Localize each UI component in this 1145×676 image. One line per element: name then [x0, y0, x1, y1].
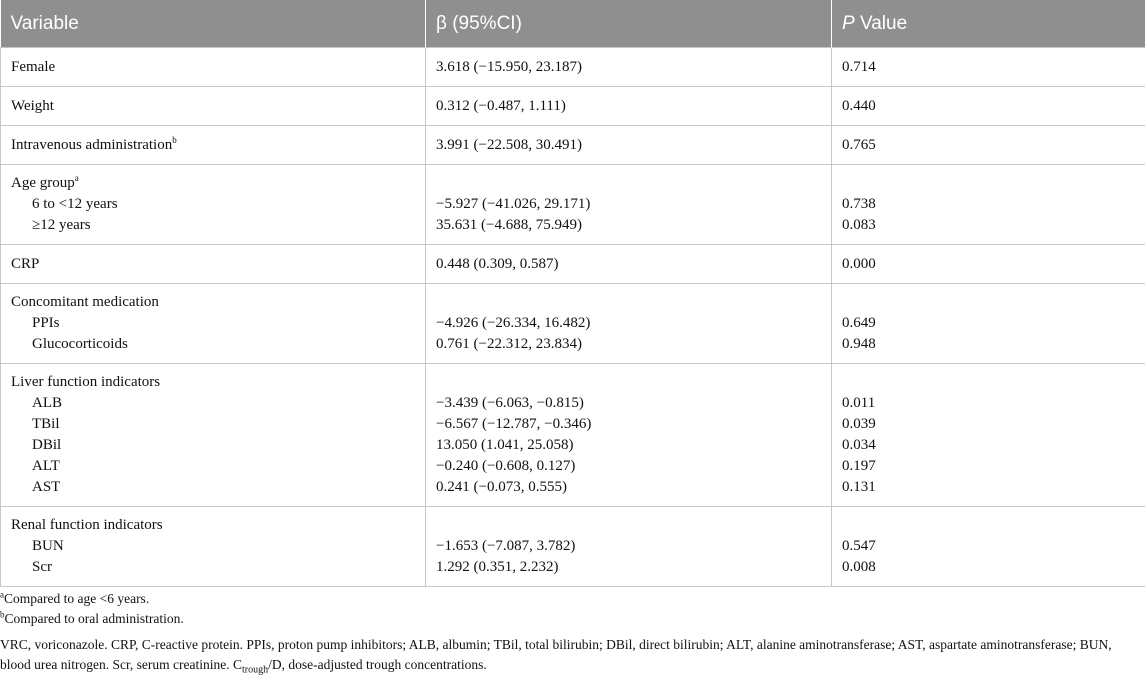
sub-label: ALT: [11, 456, 425, 477]
header-variable: Variable: [1, 0, 426, 48]
sub-beta: 0.761 (−22.312, 23.834): [436, 334, 831, 355]
sub-label: BUN: [11, 536, 425, 557]
sub-p: 0.083: [842, 215, 1145, 236]
sub-p: 0.197: [842, 456, 1145, 477]
footnote-b: [0, 609, 1140, 629]
sub-p: 0.034: [842, 435, 1145, 456]
sub-label: Scr: [11, 557, 425, 578]
sub-beta: 1.292 (0.351, 2.232): [436, 557, 831, 578]
cell-p: 0.440: [832, 87, 1145, 126]
footnote-a: [0, 589, 1140, 609]
table-row-liver: [1, 364, 1145, 507]
sub-label: DBil: [11, 435, 425, 456]
group-label: Age group$^a$: [11, 173, 425, 194]
table-row-age-group: [1, 165, 1145, 245]
sub-label: ≥12 years: [11, 215, 425, 236]
group-label: Concomitant medication: [11, 292, 425, 313]
abbreviations-note: [0, 635, 1140, 675]
header-p-rest: Value: [855, 13, 907, 34]
header-beta: β (95%CI): [426, 0, 832, 48]
cell-p: 0.714: [832, 48, 1145, 87]
cell-p: [832, 284, 1145, 364]
footnote-b-mark: b: [0, 610, 5, 620]
sub-p: 0.649: [842, 313, 1145, 334]
cell-beta: 3.991 (−22.508, 30.491): [426, 126, 832, 165]
cell-label: [1, 284, 426, 364]
cell-p: [832, 165, 1145, 245]
footnote-mark-a: a: [75, 173, 79, 183]
cell-p: [832, 507, 1145, 587]
table-row-weight: [1, 87, 1145, 126]
cell-label: [1, 364, 426, 507]
sub-p: 0.039: [842, 414, 1145, 435]
cell-label: [1, 126, 426, 165]
cell-p: [832, 364, 1145, 507]
cell-label: [1, 507, 426, 587]
header-p-italic: P: [842, 13, 855, 34]
cell-label: CRP: [1, 245, 426, 284]
sub-beta: −0.240 (−0.608, 0.127): [436, 456, 831, 477]
group-label: Liver function indicators: [11, 372, 425, 393]
footnote-a-text: Compared to age <6 years.: [4, 591, 149, 606]
cell-label: [1, 165, 426, 245]
cell-beta: 0.448 (0.309, 0.587): [426, 245, 832, 284]
header-row: [1, 0, 1145, 48]
cell-beta: 3.618 (−15.950, 23.187): [426, 48, 832, 87]
cell-label: Female: [1, 48, 426, 87]
sub-label: ALB: [11, 393, 425, 414]
sub-beta: −5.927 (−41.026, 29.171): [436, 194, 831, 215]
sub-label: TBil: [11, 414, 425, 435]
abbrev-end: /D, dose-adjusted trough concentrations.: [268, 657, 487, 672]
sub-p: 0.131: [842, 477, 1145, 498]
sub-label: 6 to <12 years: [11, 194, 425, 215]
sub-beta: 0.241 (−0.073, 0.555): [436, 477, 831, 498]
group-label: Renal function indicators: [11, 515, 425, 536]
table-row-intravenous: [1, 126, 1145, 165]
sub-label: Glucocorticoids: [11, 334, 425, 355]
abbrev-subscript: trough: [242, 665, 268, 676]
footnote-mark-b: b: [172, 135, 177, 145]
cell-p: 0.765: [832, 126, 1145, 165]
sub-beta: −1.653 (−7.087, 3.782): [436, 536, 831, 557]
cell-beta: [426, 284, 832, 364]
sub-label: AST: [11, 477, 425, 498]
table-row-concomitant: [1, 284, 1145, 364]
cell-label: Weight: [1, 87, 426, 126]
sub-label: PPIs: [11, 313, 425, 334]
sub-p: 0.008: [842, 557, 1145, 578]
abbrev-main: VRC, voriconazole. CRP, C-reactive protein. PPIs, proton pump inhibitors; ALB, albumin; TBil, total bilirubin; DBil, direct bilirubin; ALT, alanine aminotransferase; AST, aspartate aminotransferase; BUN, blood urea nitrogen. Scr, serum creatinine. C: [0, 637, 1112, 672]
table-row-renal: [1, 507, 1145, 587]
table-row-crp: [1, 245, 1145, 284]
sub-beta: −4.926 (−26.334, 16.482): [436, 313, 831, 334]
sub-beta: 35.631 (−4.688, 75.949): [436, 215, 831, 236]
cell-beta: [426, 364, 832, 507]
footnote-b-text: Compared to oral administration.: [5, 611, 184, 626]
cell-beta: [426, 165, 832, 245]
cell-p: 0.000: [832, 245, 1145, 284]
table-row-female: [1, 48, 1145, 87]
sub-beta: 13.050 (1.041, 25.058): [436, 435, 831, 456]
sub-p: 0.011: [842, 393, 1145, 414]
footnote-a-mark: a: [0, 590, 4, 600]
table-header: [1, 0, 1145, 48]
sub-p: 0.738: [842, 194, 1145, 215]
sub-beta: −3.439 (−6.063, −0.815): [436, 393, 831, 414]
header-p-value: [832, 0, 1145, 48]
sub-p: 0.948: [842, 334, 1145, 355]
sub-beta: −6.567 (−12.787, −0.346): [436, 414, 831, 435]
table-body: [1, 48, 1145, 587]
cell-beta: 0.312 (−0.487, 1.111): [426, 87, 832, 126]
label-text: Intravenous administration: [11, 137, 172, 153]
cell-beta: [426, 507, 832, 587]
sub-p: 0.547: [842, 536, 1145, 557]
table-footnotes: [0, 589, 1140, 675]
